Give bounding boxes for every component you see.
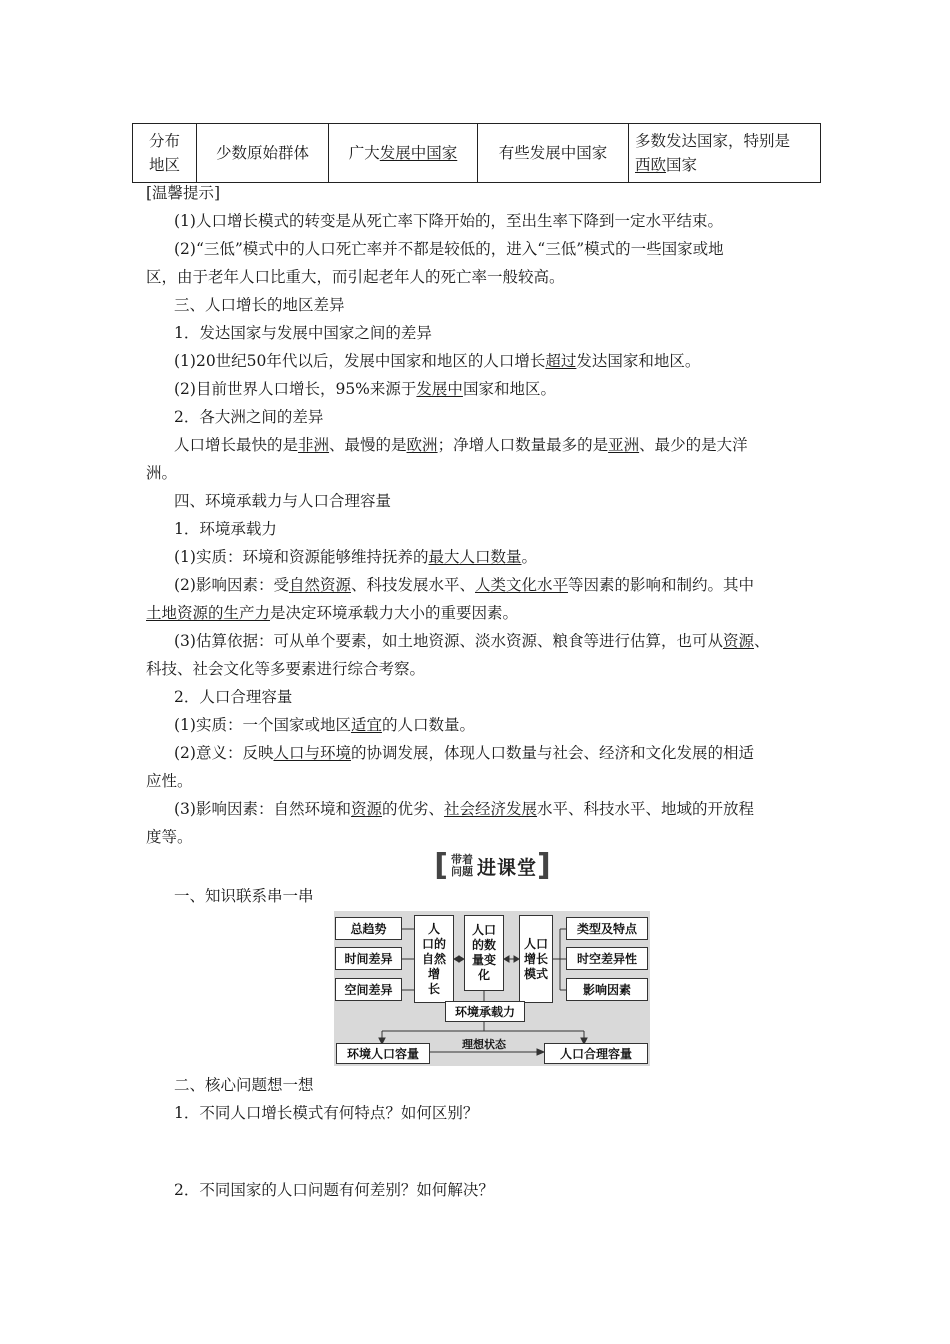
section-3-sub-2: 2．各大洲之间的差异 (174, 408, 324, 426)
carrying-estimate: (3)估算依据：可从单个要素，如土地资源、淡水资源、粮食等进行估算，也可从资源、 (174, 632, 770, 650)
capacity-factors: (3)影响因素：自然环境和资源的优劣、社会经济发展水平、科技水平、地域的开放程 (174, 800, 755, 818)
section-3-para-2: (2)目前世界人口增长，95%来源于发展中国家和地区。 (174, 380, 556, 398)
box-growth-model: 人口 增长 模式 (519, 915, 553, 1003)
box-natural-growth: 人 口的 自然 增 长 (414, 915, 454, 1003)
banner-small-top: 带着 (450, 853, 473, 866)
section-3-para-1: (1)20世纪50年代以后，发展中国家和地区的人口增长超过发达国家和地区。 (174, 352, 701, 370)
section-3-title: 三、人口增长的地区差异 (174, 296, 345, 314)
box-carrying-capacity: 环境承载力 (445, 1001, 525, 1022)
knowledge-link-title: 一、知识联系串一串 (174, 887, 314, 905)
section-4-sub-1: 1．环境承载力 (174, 520, 277, 538)
tip-item-2-line-1: (2)“三低”模式中的人口死亡率并不都是较低的，进入“三低”模式的一些国家或地 (174, 240, 724, 258)
tip-item-2-line-2: 区，由于老年人口比重大，而引起老年人的死亡率一般较高。 (146, 268, 565, 286)
carrying-estimate-cont: 科技、社会文化等多要素进行综合考察。 (146, 660, 426, 678)
banner-title: 进课堂 (476, 856, 537, 879)
box-spacetime-difference: 时空差异性 (566, 947, 648, 970)
capacity-meaning: (2)意义：反映人口与环境的协调发展，体现人口数量与社会、经济和文化发展的相适 (174, 744, 754, 762)
cell-developing-broad: 广大发展中国家 (329, 124, 478, 183)
capacity-factors-cont: 度等。 (146, 828, 193, 846)
capacity-essence: (1)实质：一个国家或地区适宜的人口数量。 (174, 716, 475, 734)
question-1: 1．不同人口增长模式有何特点？如何区别？ (174, 1104, 479, 1122)
distribution-table (132, 123, 821, 183)
tip-item-1: (1)人口增长模式的转变是从死亡率下降开始的，至出生率下降到一定水平结束。 (174, 212, 723, 230)
cell-some-developing: 有些发展中国家 (478, 124, 629, 183)
row-header-distribution: 分布 地区 (133, 124, 197, 183)
section-banner (424, 848, 561, 883)
section-3-para-3-cont: 洲。 (146, 464, 178, 482)
section-4-sub-2: 2．人口合理容量 (174, 688, 293, 706)
carrying-factors-cont: 土地资源的生产力是决定环境承载力大小的重要因素。 (146, 604, 519, 622)
box-environmental-capacity: 环境人口容量 (336, 1043, 430, 1064)
box-overall-trend: 总趋势 (335, 917, 402, 940)
box-reasonable-capacity: 人口合理容量 (544, 1043, 648, 1064)
banner-small-bottom: 问题 (450, 865, 473, 878)
label-ideal-state: 理想状态 (462, 1038, 506, 1051)
core-questions-title: 二、核心问题想一想 (174, 1076, 314, 1094)
cell-primitive: 少数原始群体 (197, 124, 329, 183)
right-bracket-icon: ] (537, 848, 551, 883)
box-types-features: 类型及特点 (566, 917, 648, 940)
capacity-meaning-cont: 应性。 (146, 772, 193, 790)
concept-diagram (334, 911, 650, 1066)
box-space-difference: 空间差异 (335, 978, 402, 1001)
box-time-difference: 时间差异 (335, 947, 402, 970)
question-2: 2．不同国家的人口问题有何差别？如何解决？ (174, 1181, 494, 1199)
left-bracket-icon: [ (434, 848, 448, 883)
section-4-title: 四、环境承载力与人口合理容量 (174, 492, 392, 510)
cell-developed: 多数发达国家，特别是 西欧国家 (629, 124, 821, 183)
carrying-essence: (1)实质：环境和资源能够维持抚养的最大人口数量。 (174, 548, 537, 566)
tip-title: [温馨提示] (146, 184, 221, 202)
box-influencing-factors: 影响因素 (566, 978, 648, 1001)
section-3-para-3: 人口增长最快的是非洲、最慢的是欧洲；净增人口数量最多的是亚洲、最少的是大洋 (174, 436, 748, 454)
section-3-sub-1: 1．发达国家与发展中国家之间的差异 (174, 324, 432, 342)
box-quantity-change: 人口 的数 量变 化 (464, 915, 504, 991)
carrying-factors: (2)影响因素：受自然资源、科技发展水平、人类文化水平等因素的影响和制约。其中 (174, 576, 755, 594)
